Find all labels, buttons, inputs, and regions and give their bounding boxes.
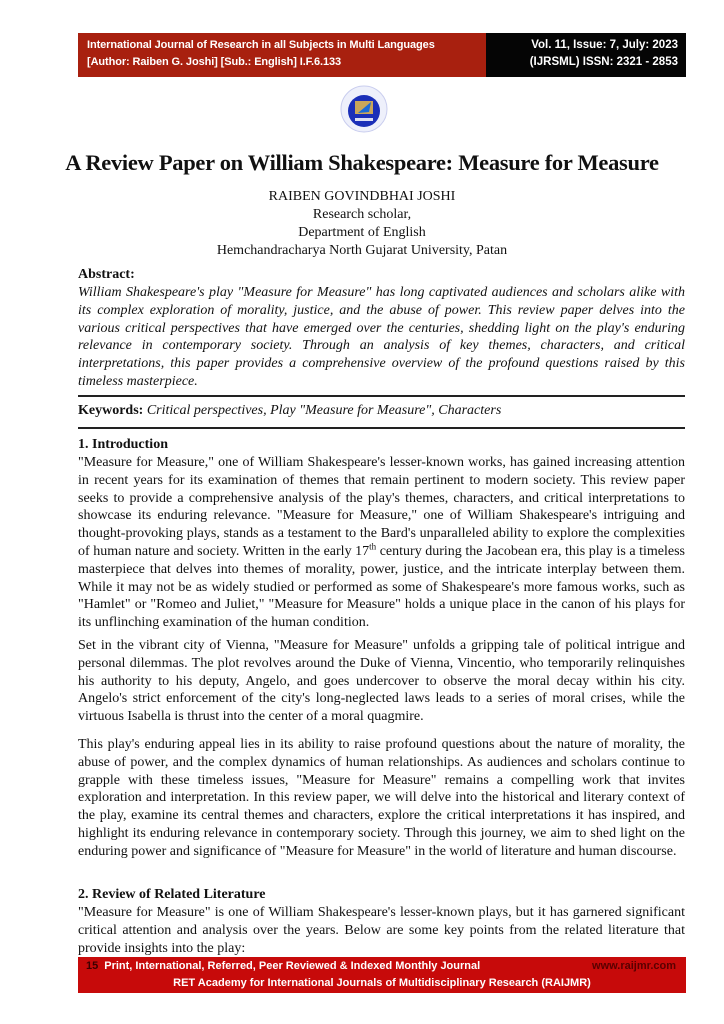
intro-paragraph-3: This play's enduring appeal lies in its ability to raise profound questions about the nature of morality, the abuse of power, and the complex dynamics of human relationships. As audiences and scholars continue to grapple with these timeless issues, "Measure for Measure" remains a compelling work that invites exploration and interpretation. In this review paper, we will delve into the historical and literary context of the play, examine its central themes and characters, explore the critical interpretations it has inspired, and highlight its enduring relevance in contemporary society. Through this journey, we aim to shed light on the enduring power and significance of "Measure for Measure" in the world of literature and human discourse. [78, 737, 685, 859]
divider-top [78, 395, 685, 397]
abstract-heading: Abstract: [78, 267, 135, 282]
journal-header-right [486, 33, 686, 77]
journal-header-left [78, 33, 486, 77]
divider-bottom [78, 427, 685, 429]
author-role: Research scholar, [312, 207, 412, 222]
footer-publisher: RET Academy for International Journals of Multidisciplinary Research (RAIJMR) [173, 977, 591, 989]
keywords [78, 402, 685, 420]
keywords-label: Keywords: [78, 403, 144, 418]
author-university: Hemchandracharya North Gujarat University, Patan [216, 243, 508, 258]
volume-issue: Vol. 11, Issue: 7, July: 2023 [531, 39, 678, 51]
footer-website-link[interactable]: www.raijmr.com [592, 960, 676, 972]
author-block [0, 188, 724, 260]
footer-line-1 [86, 960, 676, 976]
ordinal-superscript: th [369, 541, 377, 552]
intro-paragraph-1-part-b: century during the Jacobean era, this play is a timeless masterpiece that delves into themes of morality, power, justice, and the intricate interplay between them. While it may not be as widely studied or performed as some of Shakespeare's more famous works, such as "Hamlet" or "Romeo and Juliet," "Measure for Measure" holds a unique place in the canon of his plays for its unflinching examination of the human condition. [78, 543, 686, 631]
journal-name: International Journal of Research in all Subjects in Multi Languages [87, 39, 435, 51]
page-number: 15 [86, 960, 99, 972]
issn: (IJRSML) ISSN: 2321 - 2853 [529, 56, 678, 68]
section-heading-introduction: 1. Introduction [78, 437, 168, 452]
author-department: Department of English [298, 225, 426, 240]
keywords-text: Critical perspectives, Play "Measure for Measure", Characters [146, 403, 502, 418]
journal-footer [78, 957, 686, 993]
paper-title: A Review Paper on William Shakespeare: Measure for Measure [65, 150, 659, 175]
footer-journal-type: Print, International, Referred, Peer Reviewed & Indexed Monthly Journal [104, 960, 481, 972]
abstract-text: William Shakespeare's play "Measure for Measure" has long captivated audiences and scholars alike with its complex exploration of morality, justice, and the abuse of power. This review paper delves into the various critical perspectives that have emerged over the centuries, shedding light on the play's enduring relevance in contemporary society. Through an analysis of key themes, characters, and critical interpretations, this paper provides a comprehensive overview of the profound questions raised by this timeless masterpiece. [78, 285, 685, 389]
intro-paragraph-1-part-a: "Measure for Measure," one of William Shakespeare's lesser-known works, has gained increasing attention in recent years for its examination of themes that remain pertinent to modern society. This review paper seeks to provide a comprehensive analysis of the play's themes, characters, and critical interpretations to showcase its enduring relevance. "Measure for Measure," one of William Shakespeare's intriguing and thought-provoking plays, stands as a testament to the Bard's unparalleled ability to explore the complexities of human nature and society. Written in the early 17 [78, 455, 685, 559]
literature-paragraph-1: "Measure for Measure" is one of William Shakespeare's lesser-known plays, but it has garnered significant critical attention and analysis over the years. Below are some key points from the related literature that provide insights into the play: [78, 905, 685, 956]
logo-center-text [355, 118, 373, 121]
journal-header [78, 33, 686, 77]
intro-paragraph-1 [78, 454, 685, 632]
author-name: RAIBEN GOVINDBHAI JOSHI [268, 189, 456, 204]
author-subject-line: [Author: Raiben G. Joshi] [Sub.: English] I.F.6.133 [87, 56, 342, 68]
intro-paragraph-2: Set in the vibrant city of Vienna, "Measure for Measure" unfolds a gripping tale of political intrigue and personal dilemmas. The plot revolves around the Duke of Vienna, Vincentio, who temporarily relinquishes his authority to his deputy, Angelo, and goes undercover to observe the moral decay within his city. Angelo's strict enforcement of the city's long-neglected laws leads to a series of moral crises, while the virtuous Isabella is thrust into the center of a moral quagmire. [78, 638, 685, 725]
raijmr-logo-icon [340, 83, 388, 135]
section-heading-literature-review: 2. Review of Related Literature [78, 887, 266, 902]
